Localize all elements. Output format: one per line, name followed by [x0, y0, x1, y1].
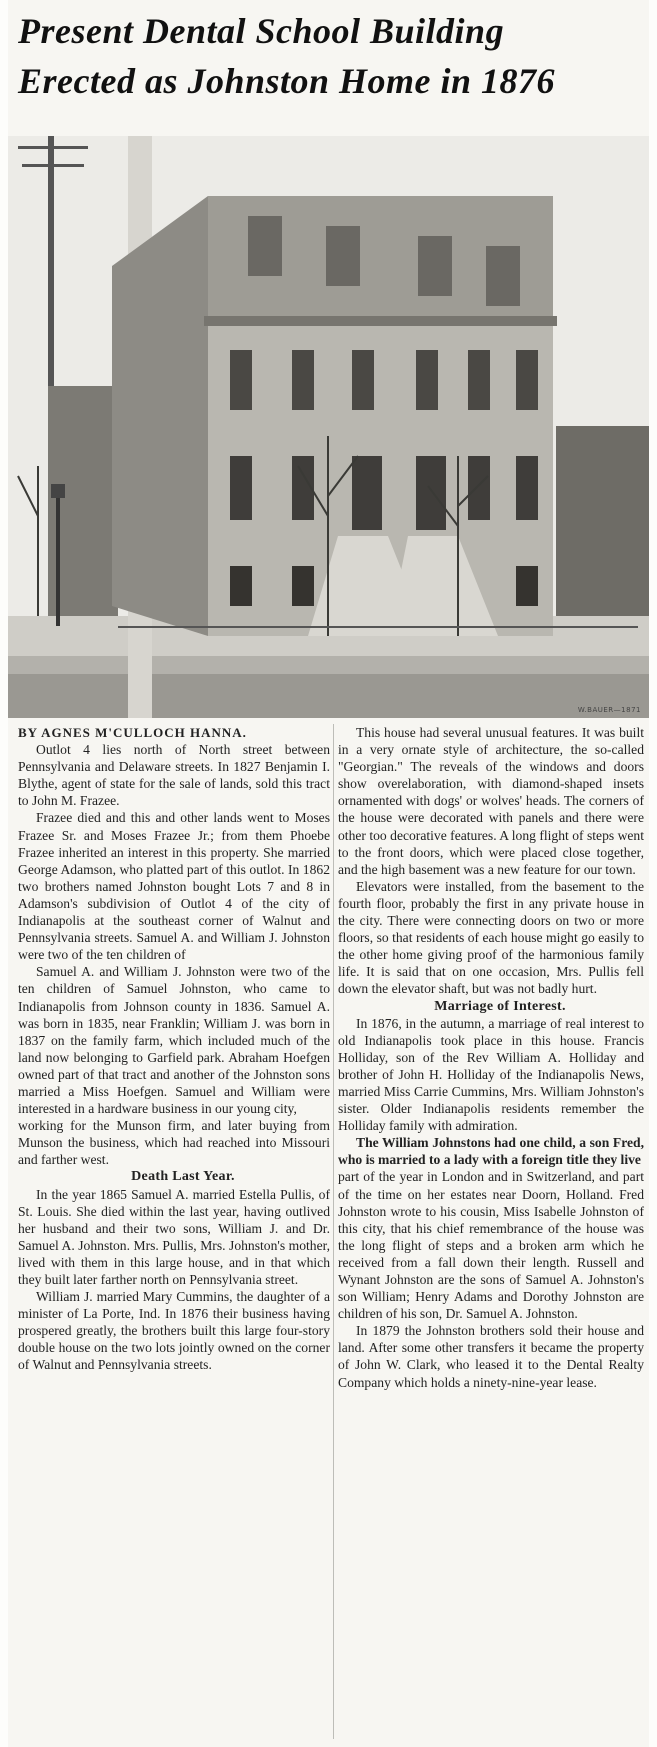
paragraph: part of the year in London and in Switzerland, and part of the time on her estates near Doorn, Holland. Fred Johnston wrote to his cousin, Miss Isabelle Johnston of this city, that his chief remembrance of the house was the long flight of steps and a broken arm which he received from a fall down their length. Russell and Wynant Johnston are the sons of Samuel A. Johnston's son William; Henry Adams and Dorothy Johnston are children of his son, Dr. Samuel A. Johnston. [338, 1169, 644, 1322]
headline-line-1: Present Dental School Building [18, 11, 505, 51]
photo-credit: W.BAUER—1871 [577, 706, 641, 714]
byline: BY AGNES M'CULLOCH HANNA. [18, 725, 247, 740]
building-photo [8, 136, 649, 718]
newspaper-clipping [8, 0, 649, 1747]
paragraph: working for the Munson firm, and later buying from Munson the business, which had reached into Missouri and farther west. [18, 1118, 330, 1168]
paragraph: In 1876, in the autumn, a marriage of real interest to old Indianapolis took place in this house. Francis Holliday, son of the Rev William A. Holliday and brother of John H. Holliday of the Indianapolis News, married Miss Carrie Cummins, Mrs. William Johnston's sister. Older Indianapolis residents remember the Holliday family with admiration. [338, 1015, 644, 1134]
paragraph: William J. married Mary Cummins, the daughter of a minister of La Porte, Ind. In 1876 their business having prospered greatly, the brothers built this large four-story double house on the two lots jointly owned on the corner of Walnut and Pennsylvania streets. [18, 1289, 330, 1373]
article-column-left [18, 724, 330, 1374]
headline [18, 6, 648, 106]
subhead-death-last-year: Death Last Year. [131, 1169, 235, 1185]
subhead-marriage-of-interest: Marriage of Interest. [434, 998, 566, 1014]
paragraph: In 1879 the Johnston brothers sold their house and land. After some other transfers it became the property of John W. Clark, who leased it to the Dental Realty Company which holds a ninety-nine-year lease. [338, 1323, 644, 1390]
paragraph: Elevators were installed, from the basement to the fourth floor, probably the first in any private house in the city. There were connecting doors on two or more floors, so that residents of each house might go easily to the other home giving proof of the harmonious family life. It is said that on one occasion, Mrs. Pullis fell down the elevator shaft, but was not badly hurt. [338, 878, 644, 997]
paragraph: In the year 1865 Samuel A. married Estella Pullis, of St. Louis. She died within the last year, having outlived her husband and their two sons, William J. and Dr. Samuel A. Johnston. Mrs. Pullis, Mrs. Johnston's mother, lived with them in this large house, and in that which they built later farther north on Pennsylvania street. [18, 1186, 330, 1287]
paragraph: This house had several unusual features. It was built in a very ornate style of architecture, the so-called "Georgian." The reveals of the windows and doors show overelaboration, with diamond-shaped insets ornamented with dogs' or wolves' heads. The corners of the house were decorated with panels and there were other too decorative features. A long flight of steps went to the front doors, which were placed close together, and the high basement was a new feature for our town. [338, 725, 644, 877]
building-photo-illustration [8, 136, 649, 718]
headline-line-2: Erected as Johnston Home in 1876 [18, 61, 556, 101]
paragraph: Frazee died and this and other lands went to Moses Frazee Sr. and Moses Frazee Jr.; from them Phoebe Frazee inherited an interest in this property. She married George Adamson, who platted part of this outlot. In 1862 two brothers named Johnston bought Lots 7 and 8 in Adamson's subdivision of Outlot 4 of the city of Indianapolis at the southeast corner of Walnut and Pennsylvania streets. Samuel A. and William J. Johnston were two of the ten children of [18, 810, 330, 963]
paragraph: Outlot 4 lies north of North street between Pennsylvania and Delaware streets. In 1827 Benjamin I. Blythe, agent of state for the sale of lands, sold this tract to John M. Frazee. [18, 742, 330, 809]
paragraph: Samuel A. and William J. Johnston were two of the ten children of Samuel Johnston, who came to Indianapolis from Johnson county in 1836. Samuel A. was born in 1835, near Franklin; William J. was born in 1837 on the family farm, which included much of the land now belonging to Garfield park. Abraham Hoefgen owned part of that tract and another of the Johnston sons married a Miss Hoefgen. Samuel and William were interested in a hardware business in our young city, [18, 964, 330, 1117]
article-column-right [338, 724, 644, 1391]
paragraph: The William Johnstons had one child, a son Fred, who is married to a lady with a foreign title they live [338, 1135, 644, 1168]
column-divider [333, 724, 334, 1739]
